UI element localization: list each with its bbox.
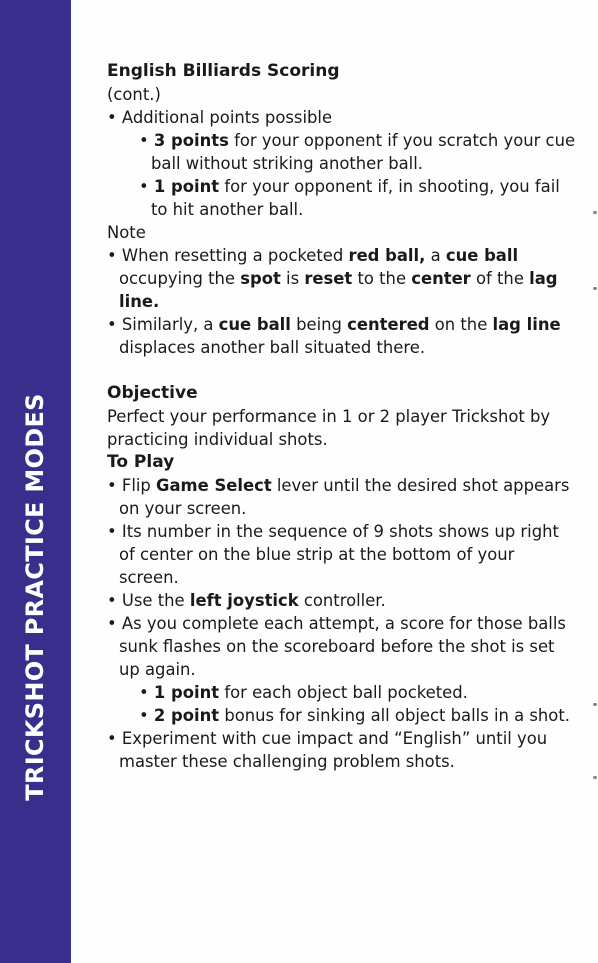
bullet: • xyxy=(139,683,149,702)
bullet: • xyxy=(107,729,117,748)
section-cont-label: (cont.) xyxy=(107,85,161,104)
bullet: • xyxy=(139,131,149,150)
objective-text: Perfect your performance in 1 or 2 player Trickshot by practicing individual shots. xyxy=(107,407,551,449)
list-item: • Experiment with cue impact and “English” until you master these challenging problem shots. xyxy=(107,729,548,771)
to-play-heading: To Play xyxy=(107,452,175,472)
spacer xyxy=(107,359,577,382)
bullet: • xyxy=(107,246,117,265)
list-item: • Flip Game Select lever until the desired shot appears on your screen. xyxy=(107,476,570,518)
list-item: • When resetting a pocketed red ball, a cue ball occupying the spot is reset to the center of the lag line. xyxy=(107,246,558,311)
manual-page-content xyxy=(107,60,577,773)
sub-list-item: • 1 point for each object ball pocketed. xyxy=(139,683,468,702)
scan-mark xyxy=(593,211,597,214)
bullet: • xyxy=(107,476,117,495)
scan-mark xyxy=(593,287,597,290)
bullet: • xyxy=(107,315,117,334)
section-heading: English Billiards Scoring xyxy=(107,61,340,81)
note-label: Note xyxy=(107,223,146,242)
bullet: • xyxy=(107,614,117,633)
bullet: • xyxy=(139,177,149,196)
sidebar-title: TRICKSHOT PRACTICE MODES xyxy=(21,393,49,801)
list-item: • Use the left joystick controller. xyxy=(107,591,386,610)
bullet: • xyxy=(107,591,117,610)
list-item: • Its number in the sequence of 9 shots shows up right of center on the blue strip at the bottom of your screen. xyxy=(107,522,559,587)
list-item: • Similarly, a cue ball being centered on the lag line displaces another ball situated there. xyxy=(107,315,561,357)
scan-mark xyxy=(593,703,597,706)
list-item: • Additional points possible xyxy=(107,108,333,127)
sub-list-item: • 2 point bonus for sinking all object balls in a shot. xyxy=(139,706,570,725)
sidebar xyxy=(0,0,71,963)
bullet: • xyxy=(107,108,117,127)
objective-heading: Objective xyxy=(107,383,198,403)
sub-list-item: • 1 point for your opponent if, in shooting, you fail to hit another ball. xyxy=(139,177,560,219)
bullet: • xyxy=(139,706,149,725)
scan-mark xyxy=(593,776,597,779)
bullet: • xyxy=(107,522,117,541)
list-item: • As you complete each attempt, a score for those balls sunk flashes on the scoreboard before the shot is set up again. xyxy=(107,614,566,679)
sub-list-item: • 3 points for your opponent if you scratch your cue ball without striking another ball. xyxy=(139,131,576,173)
